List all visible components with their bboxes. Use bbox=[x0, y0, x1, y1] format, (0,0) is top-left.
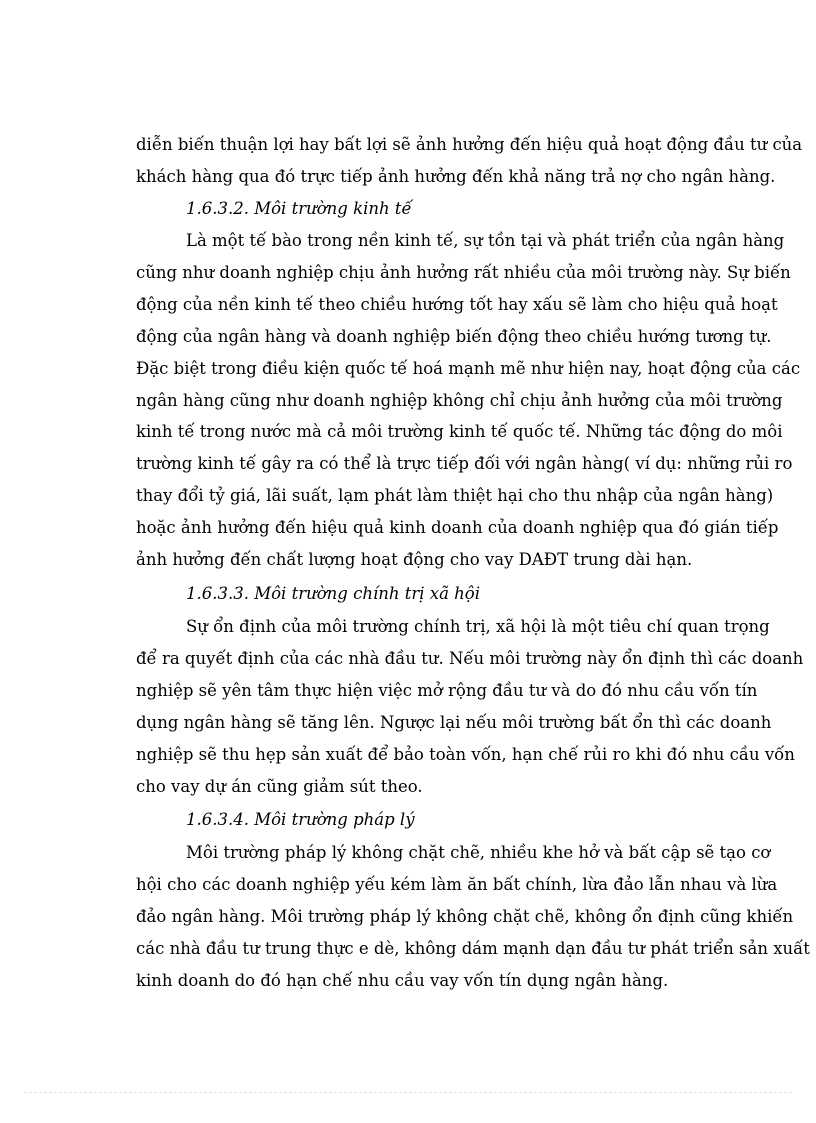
text-line: nghiệp sẽ thu hẹp sản xuất để bảo toàn vốn, hạn chế rủi ro khi đó nhu cầu vốn bbox=[136, 744, 795, 764]
text-line: kinh tế trong nước mà cả môi trường kinh tế quốc tế. Những tác động do môi bbox=[136, 422, 783, 442]
paragraph-legal-environment bbox=[136, 837, 810, 997]
text-line: cho vay dự án cũng giảm sút theo. bbox=[136, 776, 423, 796]
footer-divider bbox=[24, 1092, 792, 1093]
text-line: hội cho các doanh nghiệp yếu kém làm ăn bất chính, lừa đảo lẫn nhau và lừa bbox=[136, 874, 778, 894]
text-line: Đặc biệt trong điều kiện quốc tế hoá mạnh mẽ như hiện nay, hoạt động của các bbox=[136, 358, 801, 378]
paragraph-political-social-environment bbox=[136, 611, 804, 802]
text-line: Môi trường pháp lý không chặt chẽ, nhiều khe hở và bất cập sẽ tạo cơ bbox=[186, 843, 771, 862]
text-line: đảo ngân hàng. Môi trường pháp lý không chặt chẽ, không ổn định cũng khiến bbox=[136, 906, 794, 926]
text-line: ngân hàng cũng như doanh nghiệp không chỉ chịu ảnh hưởng của môi trường bbox=[136, 390, 783, 410]
text-line: cũng như doanh nghiệp chịu ảnh hưởng rất nhiều của môi trường này. Sự biến bbox=[136, 262, 791, 282]
text-line: động của nền kinh tế theo chiều hướng tốt hay xấu sẽ làm cho hiệu quả hoạt bbox=[136, 294, 778, 314]
text-line: Là một tế bào trong nền kinh tế, sự tồn tại và phát triển của ngân hàng bbox=[186, 231, 785, 250]
paragraph-economic-environment bbox=[136, 225, 801, 576]
text-line: dụng ngân hàng sẽ tăng lên. Ngược lại nếu môi trường bất ổn thì các doanh bbox=[136, 712, 772, 732]
text-line: nghiệp sẽ yên tâm thực hiện việc mở rộng đầu tư và do đó nhu cầu vốn tín bbox=[136, 680, 758, 700]
text-line: Sự ổn định của môi trường chính trị, xã hội là một tiêu chí quan trọng bbox=[186, 617, 770, 636]
section-heading-political-social-environment: 1.6.3.3. Môi trường chính trị xã hội bbox=[186, 584, 480, 603]
section-heading-economic-environment: 1.6.3.2. Môi trường kinh tế bbox=[186, 199, 412, 218]
text-line: thay đổi tỷ giá, lãi suất, lạm phát làm thiệt hại cho thu nhập của ngân hàng) bbox=[136, 486, 774, 506]
text-line: động của ngân hàng và doanh nghiệp biến động theo chiều hướng tương tự. bbox=[136, 326, 772, 346]
text-line: hoặc ảnh hưởng đến hiệu quả kinh doanh của doanh nghiệp qua đó gián tiếp bbox=[136, 518, 779, 538]
text-line: các nhà đầu tư trung thực e dè, không dám mạnh dạn đầu tư phát triển sản xuất bbox=[136, 938, 810, 958]
text-line: kinh doanh do đó hạn chế nhu cầu vay vốn tín dụng ngân hàng. bbox=[136, 970, 669, 990]
text-line: khách hàng qua đó trực tiếp ảnh hưởng đến khả năng trả nợ cho ngân hàng. bbox=[136, 166, 776, 186]
paragraph-intro bbox=[136, 129, 803, 193]
text-line: diễn biến thuận lợi hay bất lợi sẽ ảnh hưởng đến hiệu quả hoạt động đầu tư của bbox=[136, 135, 803, 154]
text-line: ảnh hưởng đến chất lượng hoạt động cho vay DAĐT trung dài hạn. bbox=[136, 550, 693, 570]
section-heading-legal-environment: 1.6.3.4. Môi trường pháp lý bbox=[186, 810, 415, 829]
text-line: để ra quyết định của các nhà đầu tư. Nếu môi trường này ổn định thì các doanh bbox=[136, 648, 804, 668]
text-line: trường kinh tế gây ra có thể là trực tiếp đối với ngân hàng( ví dụ: những rủi ro bbox=[136, 454, 793, 474]
